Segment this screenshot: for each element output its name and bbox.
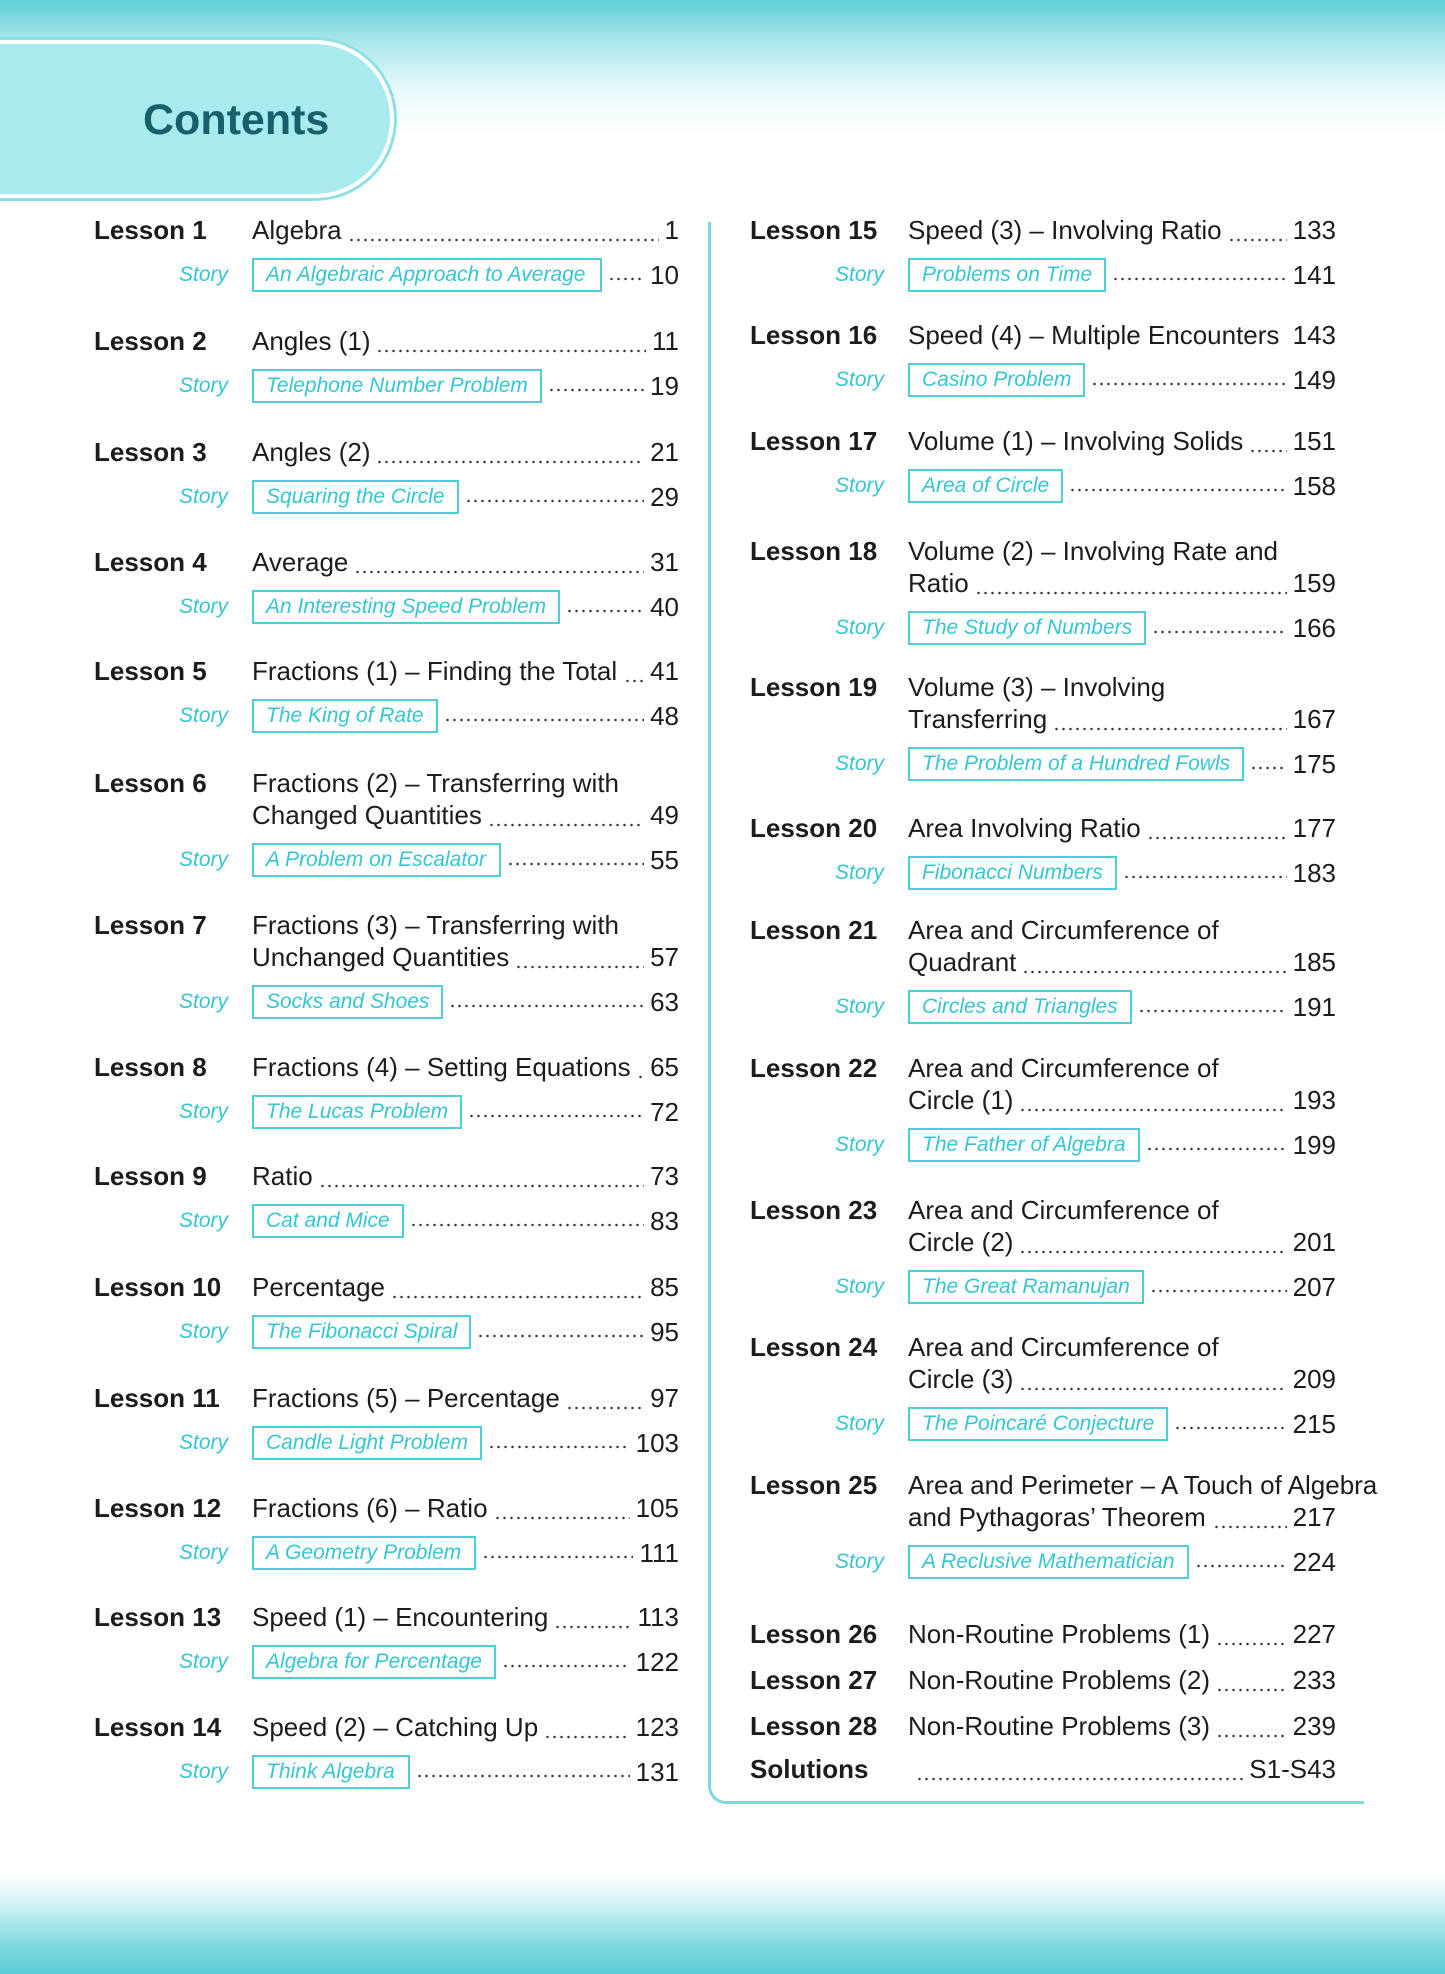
story-title-box[interactable]: Think Algebra: [252, 1755, 410, 1789]
story-page-number: 103: [635, 1428, 679, 1458]
lesson-title[interactable]: Volume (3) – Involving: [908, 672, 1166, 702]
dot-leader: [1019, 1250, 1286, 1254]
dot-leader: [1053, 727, 1286, 731]
dot-leader: [515, 965, 644, 969]
page-number: 133: [1292, 215, 1336, 245]
lesson-title[interactable]: Speed (4) – Multiple Encounters: [908, 320, 1280, 350]
story-label: Story: [178, 990, 228, 1013]
lesson-title[interactable]: Non-Routine Problems (2): [908, 1665, 1211, 1695]
lesson-number: Lesson 17: [750, 426, 878, 456]
dot-leader: [482, 1555, 633, 1559]
page-number: 227: [1292, 1619, 1336, 1649]
story-page-number: 207: [1292, 1272, 1336, 1302]
story-page-number: 215: [1292, 1409, 1336, 1439]
story-page-number: 111: [639, 1538, 679, 1568]
story-title-box[interactable]: The Lucas Problem: [252, 1095, 462, 1129]
story-page-number: 224: [1292, 1547, 1336, 1577]
page-number: 201: [1292, 1227, 1336, 1257]
lesson-title[interactable]: Fractions (2) – Transferring with: [252, 768, 620, 798]
story-title-box[interactable]: An Interesting Speed Problem: [252, 590, 560, 624]
dot-leader: [554, 1625, 631, 1629]
story-label: Story: [178, 1541, 228, 1564]
story-label: Story: [178, 485, 228, 508]
lesson-title[interactable]: Ratio: [908, 568, 969, 598]
story-title-box[interactable]: The Study of Numbers: [908, 611, 1146, 645]
page-number: 123: [635, 1712, 679, 1742]
story-title-box[interactable]: The Problem of a Hundred Fowls: [908, 747, 1244, 781]
dot-leader: [391, 1295, 644, 1299]
dot-leader: [1146, 1147, 1286, 1151]
page-number: 151: [1292, 426, 1336, 456]
page-number: 11: [652, 326, 679, 356]
story-title-box[interactable]: A Problem on Escalator: [252, 843, 501, 877]
lesson-number: Lesson 27: [750, 1665, 878, 1695]
page-number: S1-S43: [1249, 1754, 1336, 1784]
story-label: Story: [178, 595, 228, 618]
story-label: Story: [178, 1100, 228, 1123]
story-page-number: 175: [1292, 749, 1336, 779]
dot-leader: [468, 1114, 644, 1118]
lesson-number: Lesson 1: [94, 215, 207, 245]
story-title-box[interactable]: The King of Rate: [252, 699, 438, 733]
story-title-box[interactable]: A Reclusive Mathematician: [908, 1545, 1189, 1579]
story-label: Story: [178, 374, 228, 397]
story-title-box[interactable]: Circles and Triangles: [908, 990, 1132, 1024]
page-title: Contents: [143, 96, 330, 144]
lesson-number: Lesson 23: [750, 1195, 878, 1225]
story-title-box[interactable]: Area of Circle: [908, 469, 1063, 503]
lesson-title[interactable]: Unchanged Quantities: [252, 942, 510, 972]
story-title-box[interactable]: Problems on Time: [908, 258, 1106, 292]
dot-leader: [449, 1004, 644, 1008]
story-label: Story: [834, 861, 884, 884]
page-number: 31: [650, 547, 679, 577]
lesson-number: Lesson 3: [94, 437, 207, 467]
lesson-number: Lesson 18: [750, 536, 878, 566]
lesson-title[interactable]: Area and Circumference of: [908, 1053, 1219, 1083]
lesson-number: Lesson 21: [750, 915, 878, 945]
lesson-title[interactable]: Non-Routine Problems (3): [908, 1711, 1211, 1741]
dot-leader: [488, 823, 644, 827]
lesson-number: Lesson 16: [750, 320, 878, 350]
story-label: Story: [834, 1550, 884, 1573]
lesson-title[interactable]: Speed (2) – Catching Up: [252, 1712, 539, 1742]
story-page-number: 72: [650, 1097, 679, 1127]
story-page-number: 40: [650, 592, 679, 622]
title-tab-bar: [0, 86, 160, 154]
lesson-number: Lesson 28: [750, 1711, 878, 1741]
dot-leader: [975, 591, 1287, 595]
lesson-number: Lesson 11: [94, 1383, 220, 1413]
dot-leader: [319, 1184, 644, 1188]
page-number: 233: [1292, 1665, 1336, 1695]
dot-leader: [410, 1223, 644, 1227]
lesson-title[interactable]: Algebra: [252, 215, 342, 245]
lesson-title[interactable]: Area Involving Ratio: [908, 813, 1141, 843]
story-page-number: 166: [1292, 613, 1336, 643]
dot-leader: [465, 499, 644, 503]
lesson-title[interactable]: Fractions (6) – Ratio: [252, 1493, 488, 1523]
story-title-box[interactable]: The Fibonacci Spiral: [252, 1315, 471, 1349]
lesson-title[interactable]: Area and Circumference of: [908, 1195, 1219, 1225]
page-number: 239: [1292, 1711, 1336, 1741]
lesson-title[interactable]: Fractions (4) – Setting Equations: [252, 1052, 631, 1082]
lesson-title[interactable]: Quadrant: [908, 947, 1017, 977]
story-label: Story: [178, 848, 228, 871]
lesson-title[interactable]: Speed (1) – Encountering: [252, 1602, 549, 1632]
dot-leader: [348, 238, 659, 242]
dot-leader: [1216, 1734, 1287, 1738]
story-title-box[interactable]: Telephone Number Problem: [252, 369, 542, 403]
page-number: 49: [650, 800, 679, 830]
lesson-number: Lesson 2: [94, 326, 207, 356]
story-title-box[interactable]: An Algebraic Approach to Average: [252, 258, 602, 292]
lesson-number: Lesson 5: [94, 656, 207, 686]
story-label: Story: [178, 704, 228, 727]
lesson-number: Lesson 20: [750, 813, 878, 843]
story-page-number: 131: [635, 1757, 679, 1787]
dot-leader: [1174, 1426, 1286, 1430]
story-title-box[interactable]: Cat and Mice: [252, 1204, 404, 1238]
dot-leader: [1152, 630, 1287, 634]
page-number: 177: [1292, 813, 1336, 843]
page-number: 85: [650, 1272, 679, 1302]
story-page-number: 141: [1292, 260, 1336, 290]
lesson-number: Lesson 9: [94, 1161, 207, 1191]
page-number: 105: [635, 1493, 679, 1523]
story-title-box[interactable]: Algebra for Percentage: [252, 1645, 496, 1679]
story-title-box[interactable]: Squaring the Circle: [252, 480, 459, 514]
dot-leader: [624, 679, 644, 683]
lesson-title[interactable]: Percentage: [252, 1272, 385, 1302]
dot-leader: [1112, 277, 1286, 281]
lesson-number: Lesson 15: [750, 215, 878, 245]
lesson-number: Lesson 13: [94, 1602, 222, 1632]
dot-leader: [1019, 1387, 1286, 1391]
dot-leader: [1213, 1525, 1286, 1529]
lesson-number: Lesson 10: [94, 1272, 222, 1302]
lesson-title[interactable]: Changed Quantities: [252, 800, 482, 830]
story-title-box[interactable]: Casino Problem: [908, 363, 1085, 397]
story-page-number: 122: [635, 1647, 679, 1677]
lesson-title[interactable]: Circle (1): [908, 1085, 1014, 1115]
page-number: 113: [637, 1602, 679, 1632]
dot-leader: [376, 349, 646, 353]
dot-leader: [566, 1406, 644, 1410]
lesson-title[interactable]: Average: [252, 547, 349, 577]
story-label: Story: [178, 1431, 228, 1454]
page-number: 167: [1292, 704, 1336, 734]
lesson-number: Lesson 12: [94, 1493, 222, 1523]
lesson-number: Solutions: [750, 1754, 869, 1784]
dot-leader: [1216, 1642, 1287, 1646]
dot-leader: [566, 609, 644, 613]
dot-leader: [1138, 1009, 1287, 1013]
lesson-number: Lesson 24: [750, 1332, 878, 1362]
story-label: Story: [834, 263, 884, 286]
page-number: 65: [650, 1052, 679, 1082]
lesson-number: Lesson 6: [94, 768, 207, 798]
page-number: 97: [650, 1383, 679, 1413]
story-title-box[interactable]: The Great Ramanujan: [908, 1270, 1144, 1304]
lesson-title[interactable]: Circle (2): [908, 1227, 1014, 1257]
story-page-number: 83: [650, 1206, 679, 1236]
dot-leader: [608, 277, 644, 281]
dot-leader: [1123, 875, 1287, 879]
story-label: Story: [834, 1412, 884, 1435]
story-label: Story: [834, 616, 884, 639]
dot-leader: [1147, 836, 1287, 840]
dot-leader: [502, 1664, 630, 1668]
page-number: 159: [1292, 568, 1336, 598]
dot-leader: [1022, 970, 1286, 974]
dot-leader: [507, 862, 644, 866]
story-label: Story: [834, 1133, 884, 1156]
story-label: Story: [834, 1275, 884, 1298]
lesson-number: Lesson 19: [750, 672, 878, 702]
dot-leader: [1228, 238, 1287, 242]
lesson-number: Lesson 8: [94, 1052, 207, 1082]
story-title-box[interactable]: The Father of Algebra: [908, 1128, 1140, 1162]
story-page-number: 183: [1292, 858, 1336, 888]
page-number: 209: [1292, 1364, 1336, 1394]
dot-leader: [544, 1735, 629, 1739]
story-page-number: 48: [650, 701, 679, 731]
lesson-title[interactable]: Volume (1) – Involving Solids: [908, 426, 1244, 456]
story-title-box[interactable]: Candle Light Problem: [252, 1426, 482, 1460]
lesson-number: Lesson 4: [94, 547, 207, 577]
story-title-box[interactable]: Socks and Shoes: [252, 985, 443, 1019]
dot-leader: [1285, 343, 1286, 347]
page-number: 21: [650, 437, 679, 467]
page-number: 185: [1292, 947, 1336, 977]
lesson-number: Lesson 7: [94, 910, 207, 940]
story-label: Story: [178, 263, 228, 286]
story-title-box[interactable]: Fibonacci Numbers: [908, 856, 1117, 890]
page-number: 73: [650, 1161, 679, 1191]
dot-leader: [637, 1075, 644, 1079]
story-label: Story: [834, 752, 884, 775]
dot-leader: [1091, 382, 1286, 386]
lesson-title[interactable]: Fractions (5) – Percentage: [252, 1383, 560, 1413]
lesson-title[interactable]: Angles (1): [252, 326, 371, 356]
dot-leader: [416, 1774, 630, 1778]
dot-leader: [444, 718, 644, 722]
story-page-number: 63: [650, 987, 679, 1017]
lesson-title[interactable]: Speed (3) – Involving Ratio: [908, 215, 1222, 245]
story-label: Story: [834, 995, 884, 1018]
story-page-number: 10: [650, 260, 679, 290]
dot-leader: [1249, 449, 1286, 453]
dot-leader: [1019, 1108, 1286, 1112]
page-number: 57: [650, 942, 679, 972]
dot-leader: [376, 460, 644, 464]
lesson-title[interactable]: Non-Routine Problems (1): [908, 1619, 1211, 1649]
story-label: Story: [178, 1320, 228, 1343]
lesson-title[interactable]: Fractions (1) – Finding the Total: [252, 656, 618, 686]
dot-leader: [354, 570, 644, 574]
story-title-box[interactable]: The Poincaré Conjecture: [908, 1407, 1168, 1441]
lesson-number: Lesson 26: [750, 1619, 878, 1649]
story-page-number: 199: [1292, 1130, 1336, 1160]
dot-leader: [494, 1516, 630, 1520]
story-label: Story: [178, 1760, 228, 1783]
dot-leader: [477, 1334, 644, 1338]
story-page-number: 149: [1292, 365, 1336, 395]
lesson-title[interactable]: Area and Circumference of: [908, 915, 1219, 945]
story-label: Story: [834, 368, 884, 391]
lesson-title[interactable]: and Pythagoras’ Theorem: [908, 1502, 1206, 1532]
bottom-decorative-band: [0, 1875, 1445, 1974]
story-label: Story: [178, 1650, 228, 1673]
lesson-number: Lesson 25: [750, 1470, 878, 1500]
lesson-title[interactable]: Area and Circumference of: [908, 1332, 1219, 1362]
lesson-title[interactable]: Angles (2): [252, 437, 371, 467]
dot-leader: [1195, 1564, 1286, 1568]
story-page-number: 29: [650, 482, 679, 512]
story-page-number: 55: [650, 845, 679, 875]
story-label: Story: [834, 474, 884, 497]
story-page-number: 19: [650, 371, 679, 401]
dot-leader: [548, 388, 644, 392]
story-page-number: 95: [650, 1317, 679, 1347]
dot-leader: [1250, 766, 1286, 770]
page-number: 1: [664, 215, 679, 245]
lesson-title[interactable]: Ratio: [252, 1161, 313, 1191]
dot-leader: [1216, 1688, 1287, 1692]
dot-leader: [1069, 488, 1286, 492]
lesson-number: Lesson 14: [94, 1712, 222, 1742]
dot-leader: [1150, 1289, 1287, 1293]
story-page-number: 158: [1292, 471, 1336, 501]
lesson-title[interactable]: Area and Perimeter – A Touch of Algebra: [908, 1470, 1378, 1500]
page-number: 193: [1292, 1085, 1336, 1115]
dot-leader: [916, 1777, 1243, 1781]
story-title-box[interactable]: A Geometry Problem: [252, 1536, 476, 1570]
lesson-title[interactable]: Volume (2) – Involving Rate and: [908, 536, 1278, 566]
page-number: 41: [650, 656, 679, 686]
story-page-number: 191: [1292, 992, 1336, 1022]
page-number: 143: [1292, 320, 1336, 350]
story-label: Story: [178, 1209, 228, 1232]
lesson-number: Lesson 22: [750, 1053, 878, 1083]
lesson-title[interactable]: Transferring: [908, 704, 1048, 734]
lesson-title[interactable]: Circle (3): [908, 1364, 1014, 1394]
page-number: 217: [1292, 1502, 1336, 1532]
lesson-title[interactable]: Fractions (3) – Transferring with: [252, 910, 620, 940]
dot-leader: [488, 1445, 630, 1449]
